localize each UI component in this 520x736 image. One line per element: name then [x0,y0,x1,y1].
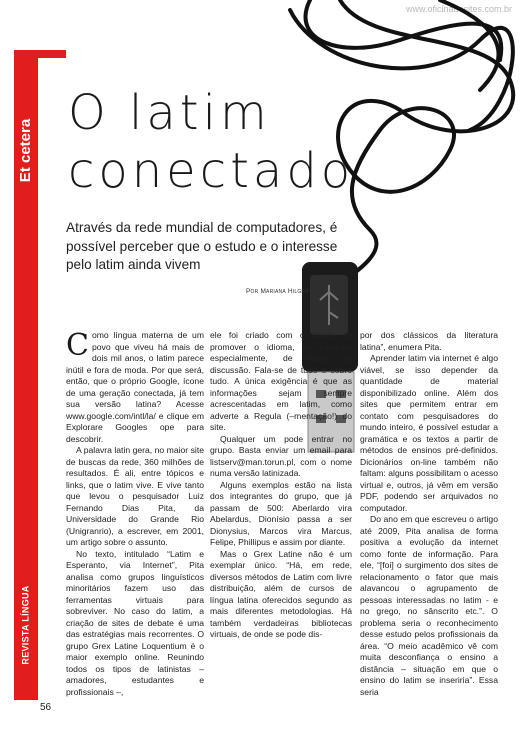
paragraph: Aprender latim via internet é algo viável, se isso depender da quantidade de material disponibilizado online. Além dos sites que permitem entrar em contato com pesquisadores do mundo inteiro, é possível estudar a gramática e os textos a partir de métodos de ensinos pré-definidos. Dicionários on-line também não faltam: alguns possibilitam o acesso virtual e, outros, já vêm em versão PDF, podendo ser arquivados no computador. [360,353,498,513]
article-lead: Através da rede mundial de computadores, é possível perceber que o estudo e o interesse pelo latim ainda vivem [66,220,338,272]
paragraph: Mas o Grex Latine não é um exemplar único. “Há, em rede, diversos métodos de Latim com livre distribuição, além de cursos de língua latina oferecidos segundo as mais diferentes metodologias. Há também verdadeiras bibliotecas virtuais, de onde se pode dis- [210,548,352,639]
magazine-label-text: REVISTA LÍNGUA [21,585,32,665]
title-line-2: conectado [68,143,355,199]
paragraph: ele foi criado com o intuito de promover o idioma, se valendo, especialmente, de listas de discussão. Fala-se de tudo e sobre tudo. A única exigência é que as informações sejam sempre acrescentadas em latim, como adverte a Regula (–mentação!) do site. [210,330,352,432]
byline: Por Mariana Hilgert [246,288,312,295]
paragraph: por dos clássicos da literatura latina”, enumera Pita. [360,330,498,352]
section-band-cap [14,50,66,58]
magazine-label [16,570,36,680]
title-line-1: O latim [68,85,271,141]
column-2 [210,330,352,641]
paragraph: Qualquer um pode entrar no grupo. Basta enviar um email para listserv@man.torun.pl, com o nome numa versão latinizada. [210,433,352,478]
drop-cap: C [66,328,89,363]
paragraph: Do ano em que escreveu o artigo até 2009, Pita analisa de forma positiva a evolução da internet como fonte de informação. Para ele, “[foi] o surgimento dos sites de relacionamento o fator que mais alavancou o agrupamento de pessoas interessadas no latim - e no grego, no sânscrito etc.”. O problema seria o reconhecimento desse estudo pelos profissionais da área. “O meio acadêmico vê com muita desconfiança o ensino a distância – situação em que o ensino do latim se inseriria”. Essa seria [360,514,498,697]
paragraph: No texto, intitulado “Latim e Esperanto, via Internet”, Pita analisa como grupos linguísticos minoritários fazem uso das ferramentas virtuais para sobreviver. No caso do latim, a criação de sites de debate é uma das estratégias mais recorrentes. O grupo Grex Latine Loquentium é o maior exemplo online. Reunindo todos os tipos de latinistas – amadores, estudantes e profissionais –, [66,548,204,697]
page-number: 56 [40,702,52,713]
paragraph [66,330,204,445]
paragraph: Alguns exemplos estão na lista dos integrantes do grupo, que já passam de 500: Aberlardo vira Abelardus, Dionísio passa a ser Dionysius, Marcos vira Marcus, Felipe, Phillipus e assim por diante. [210,479,352,547]
section-label [16,100,36,200]
column-3 [360,330,498,698]
watermark: www.oficinadesites.com.br [405,4,512,14]
section-label-text: Et cetera [17,118,35,182]
column-1 [66,330,204,698]
paragraph: A palavra latin gera, no maior site de buscas da rede, 360 milhões de resultados. É ali, entre tópicos e links, que o latim vive. E vive tanto que levou o pesquisador Luiz Fernando Dias Pita, da Universidade do Grande Rio (Unigranrio), a escrever, em 2001, um artigo sobre o assunto. [66,445,204,547]
article-title [68,84,368,200]
paragraph-text: omo língua materna de um povo que viveu há mais de dois mil anos, o latim parece inútil e fora de moda. Por que será, então, que o próprio Google, ícone de uma geração conectada, já tem sua versão latina? Acesse www.google.com/intl/la/ e clique em Explorare Googles ope para descobrir. [66,330,204,444]
